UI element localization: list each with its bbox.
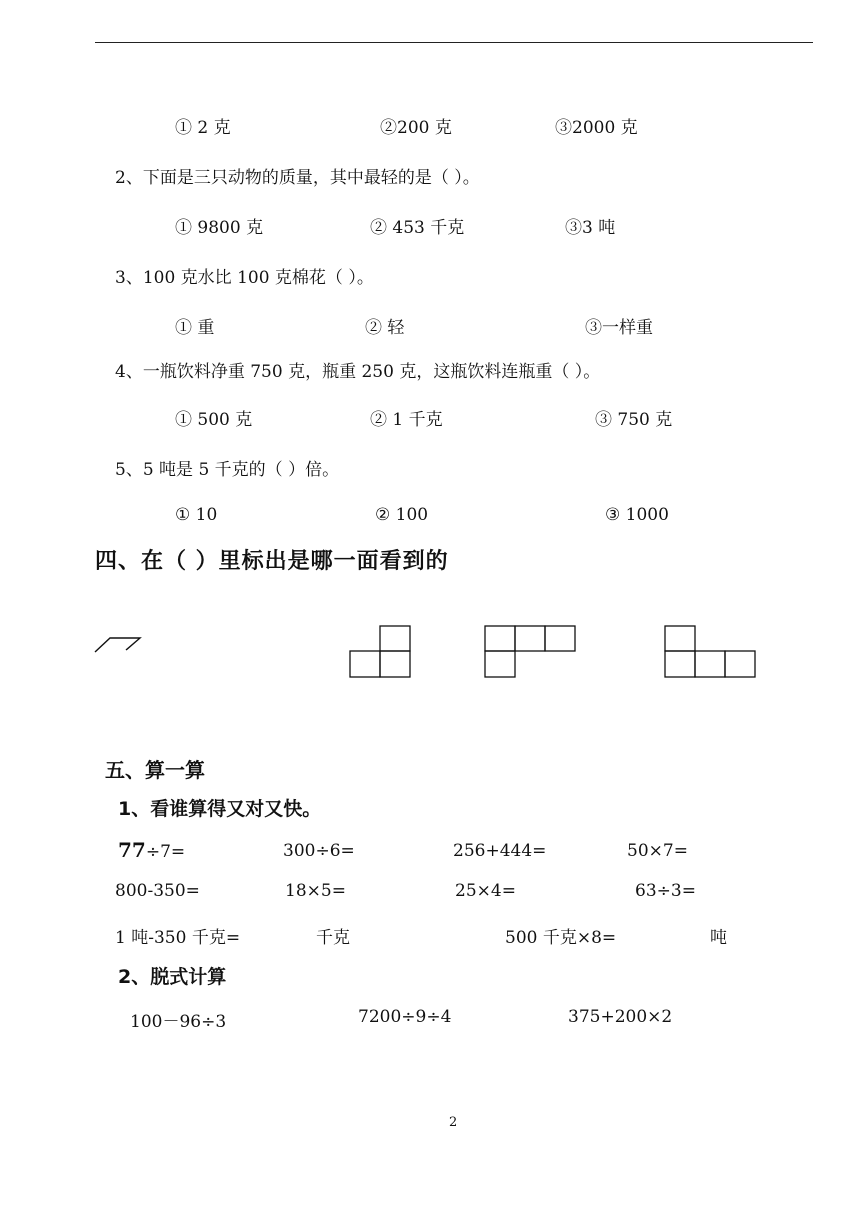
- solid-3d-view-figure: [94, 636, 144, 656]
- q5-option-1: ① 10: [175, 505, 218, 525]
- page-number: 2: [449, 1115, 458, 1130]
- calc-row2-item-3: 25×4=: [455, 881, 516, 901]
- part-2-title: 2、脱式计算: [118, 966, 227, 988]
- q1-option-1: ① 2 克: [175, 118, 231, 138]
- q5-option-2: ② 100: [375, 505, 429, 525]
- view-figure-a: [349, 624, 413, 680]
- calc-row1-item-4: 50×7=: [627, 841, 688, 861]
- q4-option-3: ③ 750 克: [595, 410, 673, 430]
- stepwise-calc-2: 7200÷9÷4: [358, 1007, 452, 1027]
- q3-option-1: ① 重: [175, 318, 215, 338]
- header-rule: [95, 42, 813, 43]
- q2-stem: 2、下面是三只动物的质量，其中最轻的是（ ）。: [115, 168, 480, 188]
- calc-row2-item-2: 18×5=: [285, 881, 346, 901]
- calc-row3-item-2: 500 千克×8=: [505, 928, 617, 948]
- q5-stem: 5、5 吨是 5 千克的（ ）倍。: [115, 460, 340, 480]
- q2-option-2: ② 453 千克: [370, 218, 465, 238]
- calc-row2-item-1: 800-350=: [115, 881, 200, 901]
- view-figure-b: [484, 624, 578, 680]
- part-1-title: 1、看谁算得又对又快。: [118, 798, 322, 820]
- q3-option-2: ② 轻: [365, 318, 405, 338]
- q2-option-1: ① 9800 克: [175, 218, 264, 238]
- q3-stem: 3、100 克水比 100 克棉花（ ）。: [115, 268, 374, 288]
- view-figure-c: [664, 624, 758, 680]
- q4-option-1: ① 500 克: [175, 410, 253, 430]
- q4-stem: 4、一瓶饮料净重 750 克，瓶重 250 克，这瓶饮料连瓶重（ ）。: [115, 362, 601, 382]
- calc-row1-item-2: 300÷6=: [283, 841, 355, 861]
- calc-row1-item-3: 256+444=: [453, 841, 547, 861]
- calc-row3-item-1: 1 吨-350 千克=: [115, 928, 241, 948]
- calc-77-number: 77: [118, 838, 146, 862]
- calc-row3-unit-kg: 千克: [316, 928, 350, 948]
- q3-option-3: ③一样重: [585, 318, 653, 338]
- calc-77-rest: ÷7=: [145, 842, 186, 862]
- q5-option-3: ③ 1000: [605, 505, 669, 525]
- calc-77-div-7: [118, 838, 185, 862]
- q4-option-2: ② 1 千克: [370, 410, 443, 430]
- calc-row3-unit-ton: 吨: [710, 928, 727, 948]
- stepwise-calc-3: 375+200×2: [568, 1007, 673, 1027]
- q2-option-3: ③3 吨: [565, 218, 616, 238]
- stepwise-calc-1: 100－96÷3: [130, 1012, 227, 1032]
- q1-option-3: ③2000 克: [555, 118, 638, 138]
- q1-option-2: ②200 克: [380, 118, 452, 138]
- section-4-title: 四、在（ ）里标出是哪一面看到的: [95, 549, 449, 574]
- calc-row2-item-4: 63÷3=: [635, 881, 696, 901]
- section-5-title: 五、算一算: [105, 758, 205, 782]
